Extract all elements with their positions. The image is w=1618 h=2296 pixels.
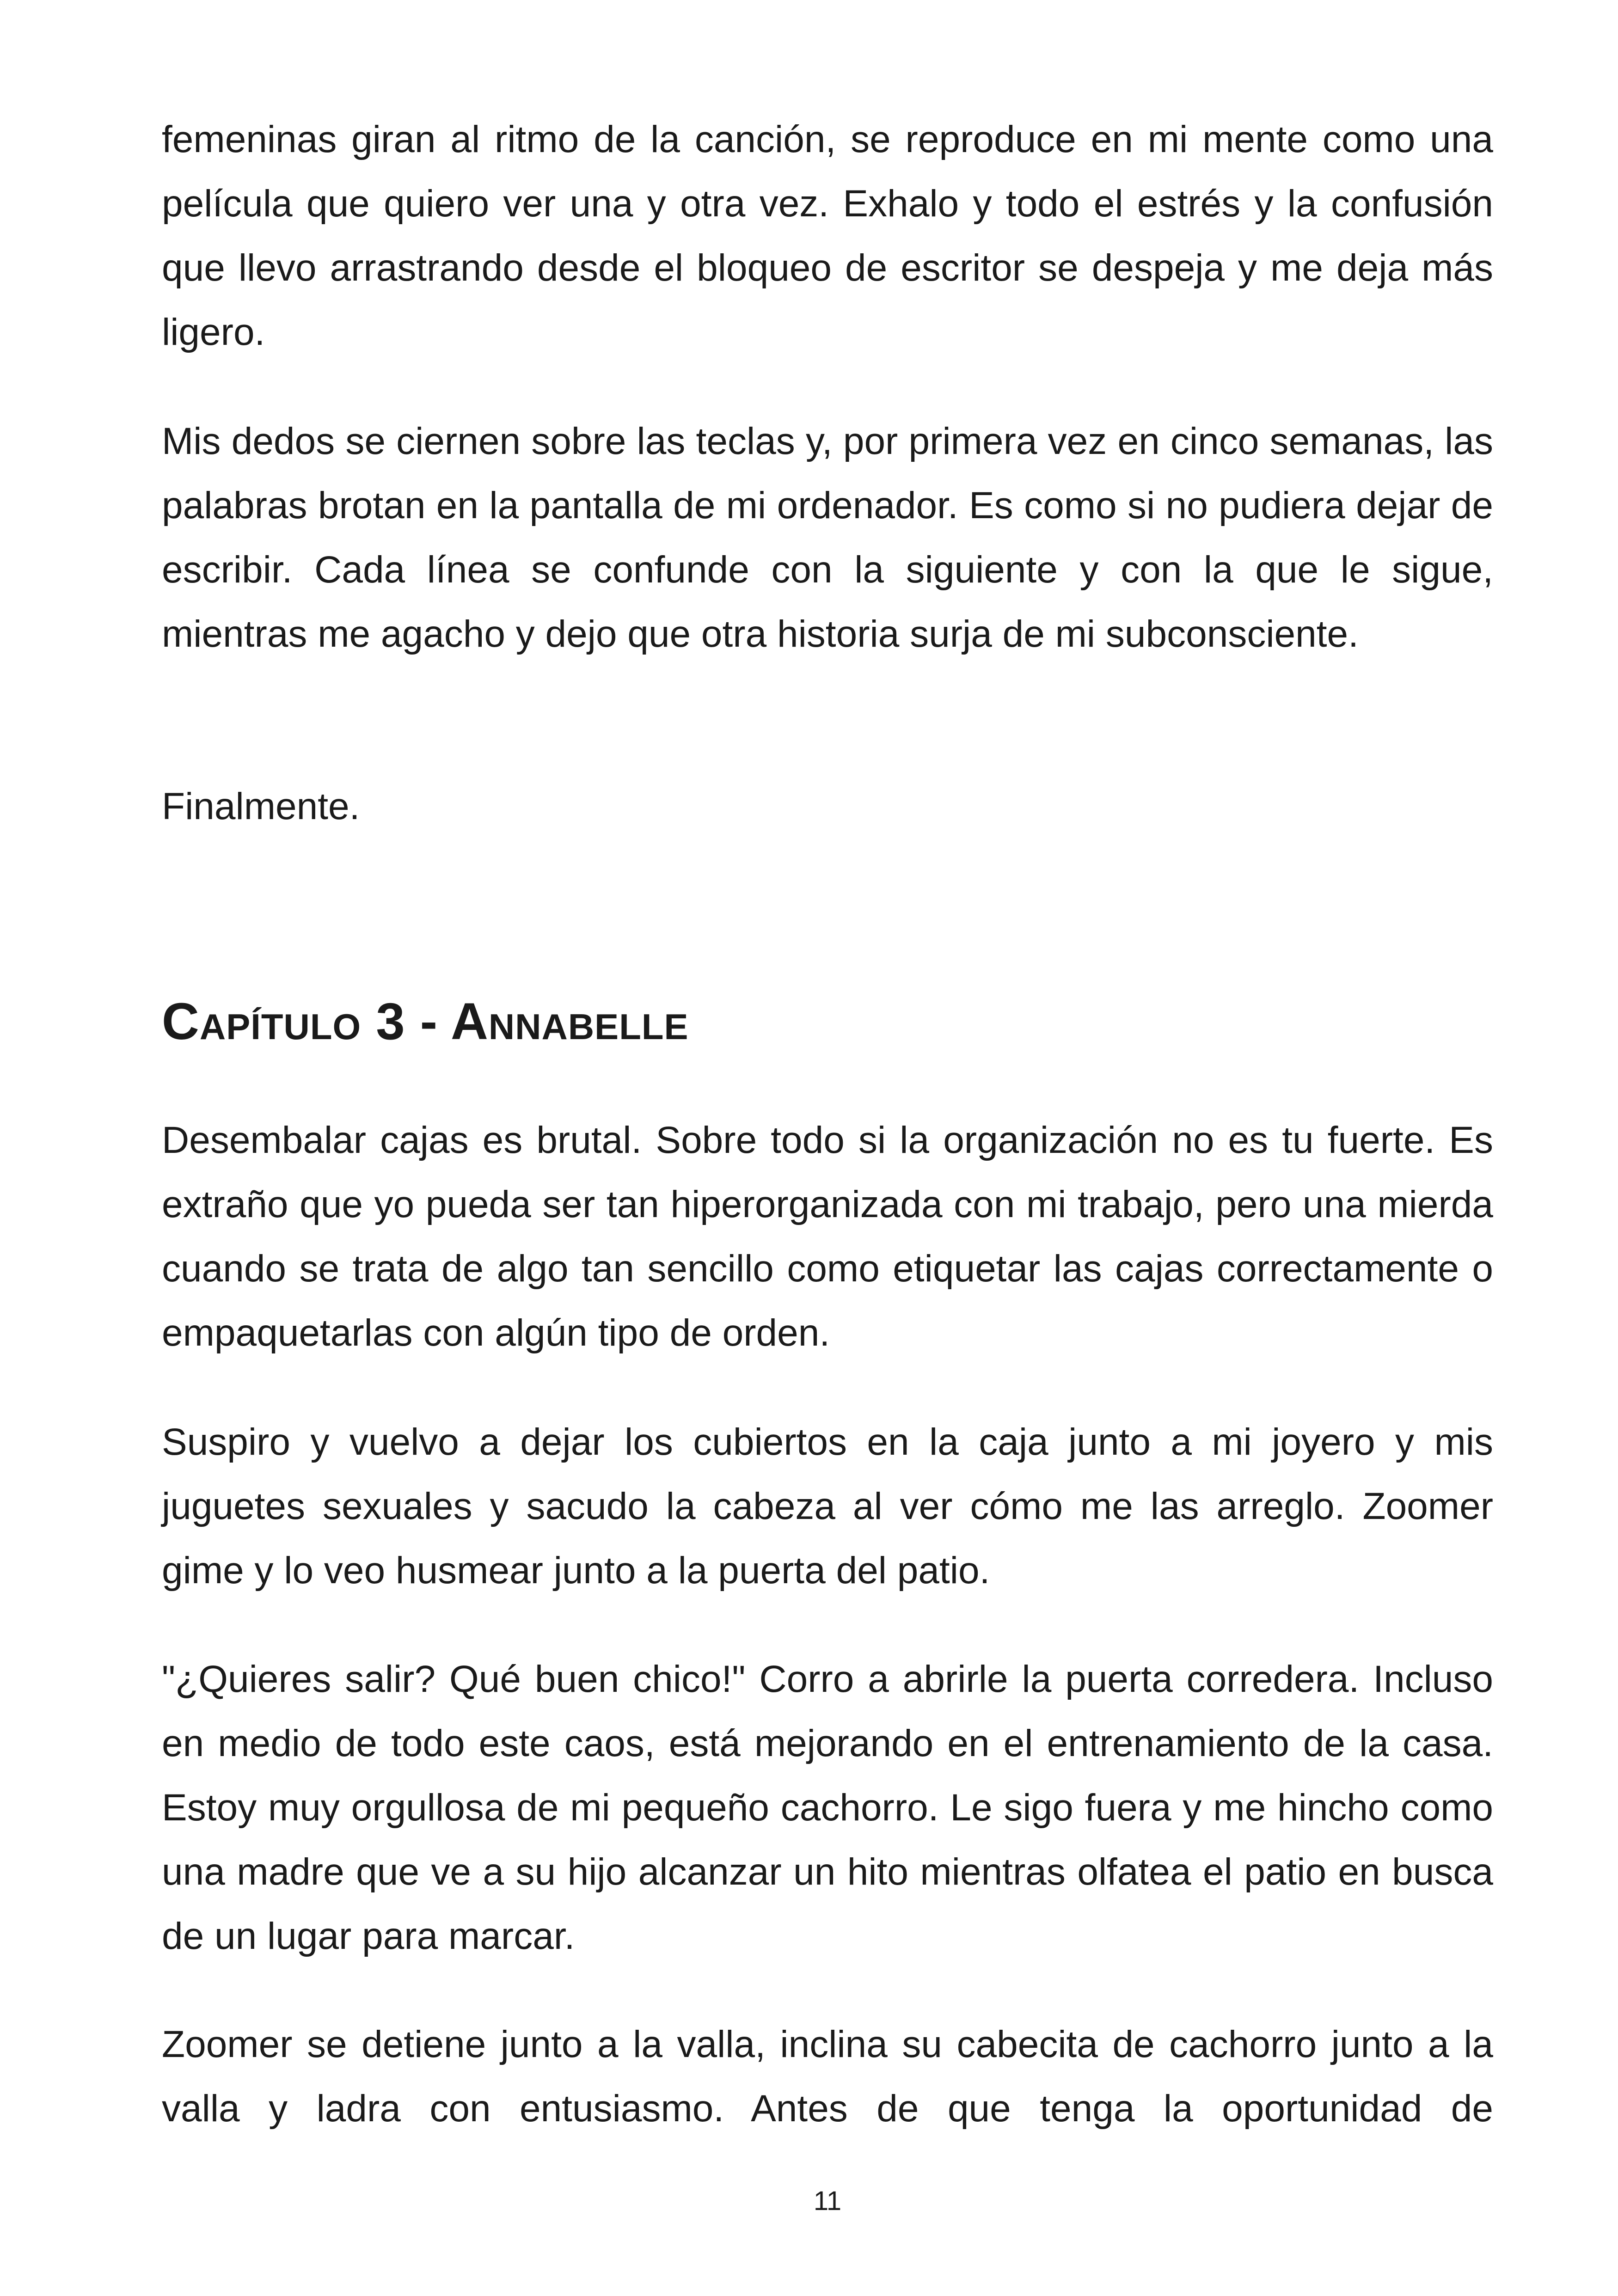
paragraph: Finalmente. xyxy=(162,785,360,827)
paragraph: "¿Quieres salir? Qué buen chico!" Corro a abrirle la puerta corredera. Incluso en medio de todo este caos, está mejorando en el entrenamiento de la casa. Estoy muy orgullosa de mi pequeño cachorro. Le sigo fuera y me hincho como una madre que ve a su hijo alcanzar un hito mientras olfatea el patio en busca de un lugar para marcar. xyxy=(162,1658,1493,1957)
paragraph: Zoomer se detiene junto a la valla, inclina su cabecita de cachorro junto a la valla y ladra con entusiasmo. Antes de que tenga la oportunidad de xyxy=(162,2023,1493,2130)
paragraph: Suspiro y vuelvo a dejar los cubiertos en la caja junto a mi joyero y mis juguetes sexuales y sacudo la cabeza al ver cómo me las arreglo. Zoomer gime y lo veo husmear junto a la puerta del patio. xyxy=(162,1421,1493,1592)
paragraph: femeninas giran al ritmo de la canción, se reproduce en mi mente como una película que quiero ver una y otra vez. Exhalo y todo el estrés y la confusión que llevo arrastrando desde el bloqueo de escritor se despeja y me deja más ligero. xyxy=(162,118,1493,353)
paragraph: Mis dedos se ciernen sobre las teclas y, por primera vez en cinco semanas, las palabras brotan en la pantalla de mi ordenador. Es como si no pudiera dejar de escribir. Cada línea se confunde con la siguiente y con la que le sigue, mientras me agacho y dejo que otra historia surja de mi subconsciente. xyxy=(162,420,1493,655)
paragraph: Desembalar cajas es brutal. Sobre todo si la organización no es tu fuerte. Es extraño que yo pueda ser tan hiperorganizada con mi trabajo, pero una mierda cuando se trata de algo tan sencillo como etiquetar las cajas correctamente o empaquetarlas con algún tipo de orden. xyxy=(162,1119,1493,1354)
chapter-heading: Capítulo 3 - Annabelle xyxy=(162,992,689,1050)
book-page xyxy=(162,0,1493,2296)
page-number: 11 xyxy=(813,2186,842,2216)
